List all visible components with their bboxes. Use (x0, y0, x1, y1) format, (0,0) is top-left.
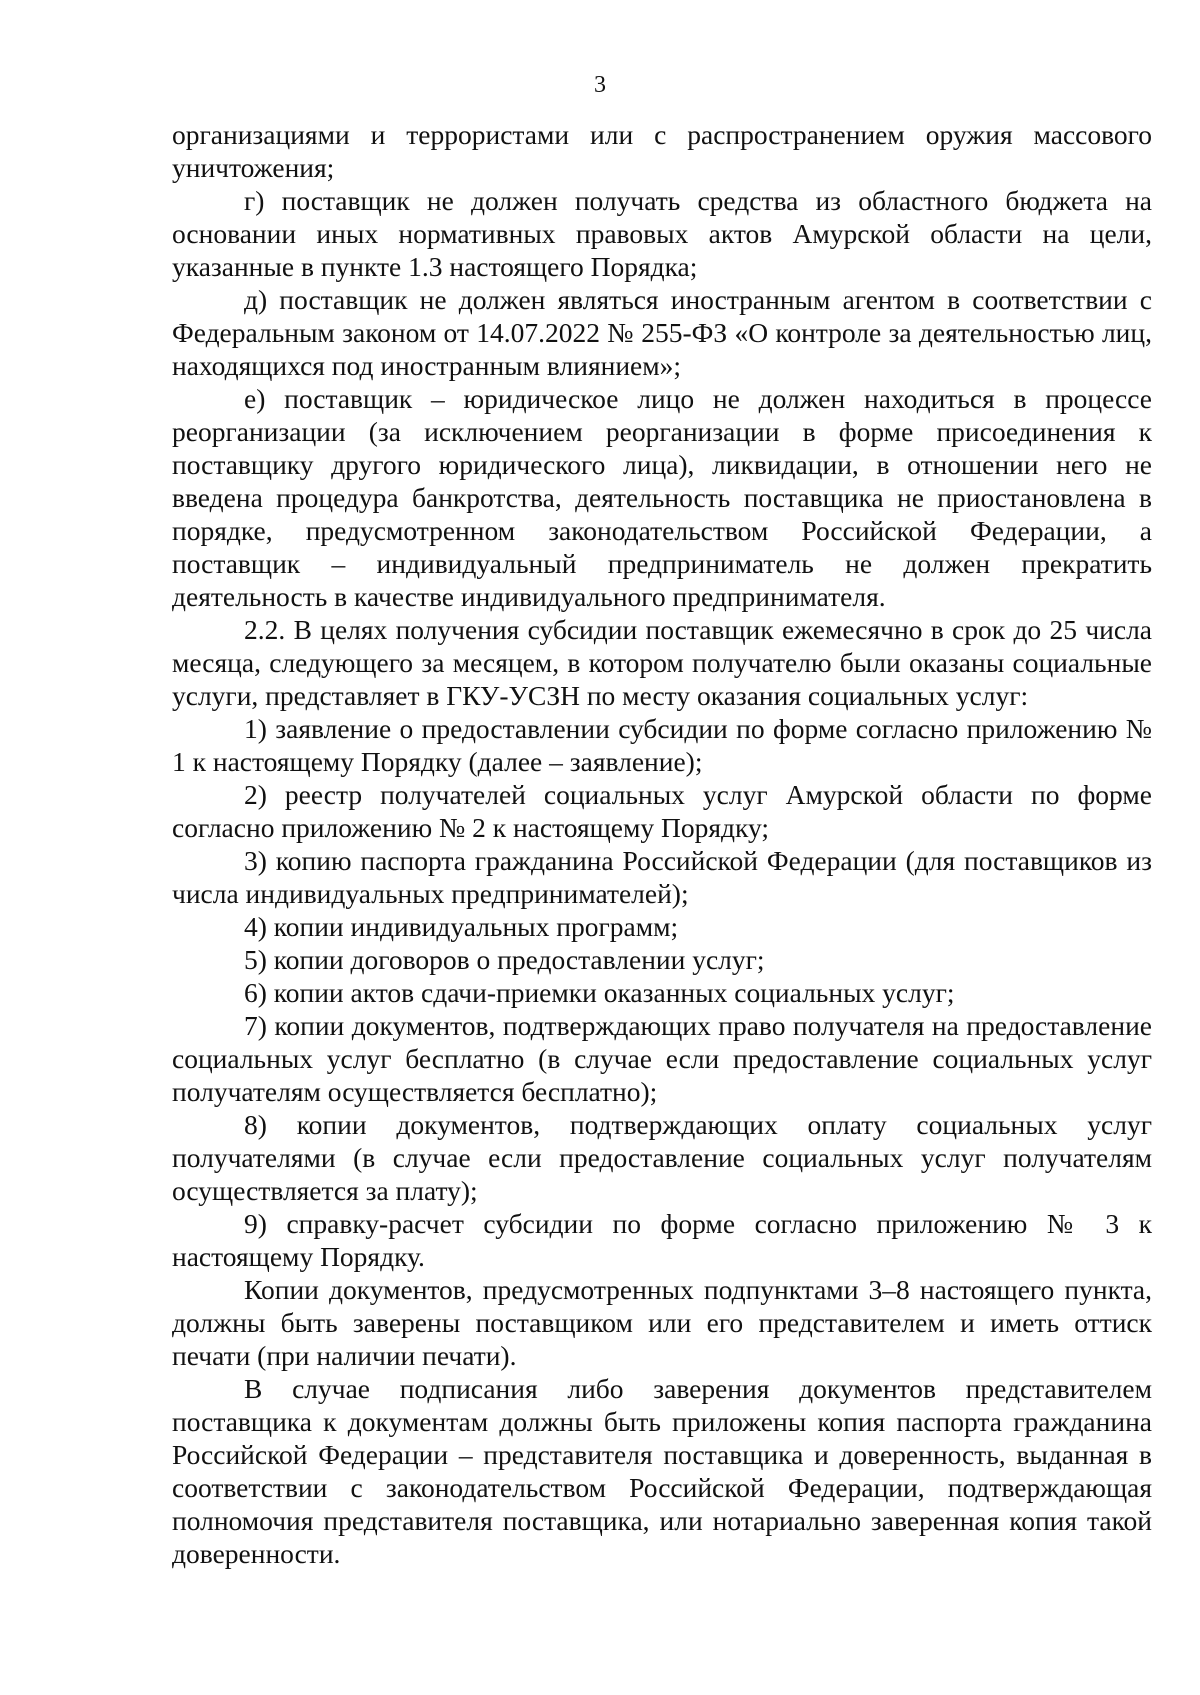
list-item-3: 3) копию паспорта гражданина Российской Федерации (для поставщиков из числа индивидуальных предпринимателей); (172, 845, 1152, 909)
list-item-7: 7) копии документов, подтверждающих право получателя на предоставление социальных услуг бесплатно (в случае если предоставление социальных услуг получателям осуществляется бесплатно); (172, 1010, 1152, 1107)
paragraph-clause-2-2: 2.2. В целях получения субсидии поставщик ежемесячно в срок до 25 числа месяца, следующего за месяцем, в котором получателю были оказаны социальные услуги, представляет в ГКУ-УСЗН по месту оказания социальных услуг: (172, 614, 1152, 711)
paragraph-item-d: д) поставщик не должен являться иностранным агентом в соответствии с Федеральным законом от 14.07.2022 № 255-ФЗ «О контроле за деятельностью лиц, находящихся под иностранным влиянием»; (172, 284, 1152, 381)
page-number: 3 (594, 72, 606, 98)
list-item-2: 2) реестр получателей социальных услуг Амурской области по форме согласно приложению № 2 к настоящему Порядку; (172, 779, 1152, 843)
list-item-9: 9) справку-расчет субсидии по форме согласно приложению № 3 к настоящему Порядку. (172, 1208, 1152, 1272)
list-item-4: 4) копии индивидуальных программ; (244, 911, 679, 942)
list-item-5: 5) копии договоров о предоставлении услуг; (244, 944, 765, 975)
list-item-1: 1) заявление о предоставлении субсидии по форме согласно приложению № 1 к настоящему Порядку (далее – заявление); (172, 713, 1152, 777)
paragraph-item-g: г) поставщик не должен получать средства из областного бюджета на основании иных нормативных правовых актов Амурской области на цели, указанные в пункте 1.3 настоящего Порядка; (172, 185, 1152, 282)
list-item-6: 6) копии актов сдачи-приемки оказанных социальных услуг; (244, 977, 955, 1008)
paragraph-representative: В случае подписания либо заверения документов представителем поставщика к документам должны быть приложены копия паспорта гражданина Российской Федерации – представителя поставщика и доверенность, выданная в соответствии с законодательством Российской Федерации, подтверждающая полномочия представителя поставщика, или нотариально заверенная копия такой доверенности. (172, 1373, 1152, 1569)
paragraph-item-e: е) поставщик – юридическое лицо не должен находиться в процессе реорганизации (за исключением реорганизации в форме присоединения к поставщику другого юридического лица), ликвидации, в отношении него не введена процедура банкротства, деятельность поставщика не приостановлена в порядке, предусмотренном законодательством Российской Федерации, а поставщик – индивидуальный предприниматель не должен прекратить деятельность в качестве индивидуального предпринимателя. (172, 383, 1152, 612)
document-body (172, 118, 1152, 1570)
list-item-8: 8) копии документов, подтверждающих оплату социальных услуг получателями (в случае если предоставление социальных услуг получателям осуществляется за плату); (172, 1109, 1152, 1206)
paragraph-continuation: организациями и террористами или с распространением оружия массового уничтожения; (172, 119, 1152, 183)
paragraph-copies-certification: Копии документов, предусмотренных подпунктами 3–8 настоящего пункта, должны быть заверены поставщиком или его представителем и иметь оттиск печати (при наличии печати). (172, 1274, 1152, 1371)
